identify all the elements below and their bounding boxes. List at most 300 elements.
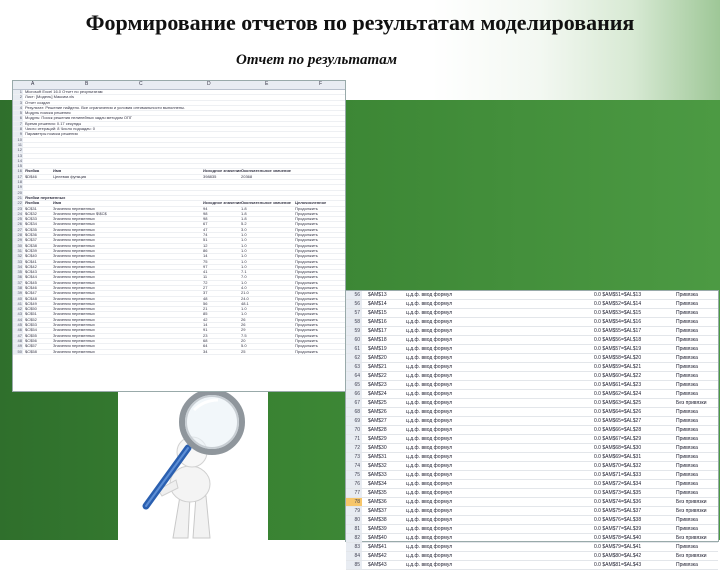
- cell-name: ц.д.ф. ввод формул: [406, 337, 453, 343]
- cell-formula: 0.0 $AM$78=$AL$40: [594, 535, 642, 541]
- vars-cell: 7.5: [241, 332, 247, 338]
- target-cell: $D$46: [25, 173, 37, 179]
- vars-cell: Значения переменных: [53, 237, 95, 243]
- cell-formula: 0.0 $AM$54=$AL$16: [594, 319, 642, 325]
- cell-name: ц.д.ф. ввод формул: [406, 517, 453, 523]
- vars-cell: Значения переменных: [53, 274, 95, 280]
- row-number: 78: [346, 498, 362, 506]
- cell-status: Привязка: [676, 490, 698, 496]
- vars-cell: 1.0: [241, 242, 247, 248]
- vars-cell: 1.0: [241, 232, 247, 238]
- constraint-row[interactable]: [346, 525, 718, 534]
- constraint-row[interactable]: [346, 363, 718, 372]
- vars-cell: 47: [203, 226, 208, 232]
- row-number: 5: [13, 111, 23, 115]
- vars-cell: 1.0: [241, 258, 247, 264]
- cell-ref: $AM$23: [368, 382, 387, 388]
- cell-name: ц.д.ф. ввод формул: [406, 355, 453, 361]
- cell-status: Без привязки: [676, 400, 707, 406]
- vars-cell: 1.8: [241, 205, 247, 211]
- vars-cell: Значения переменных: [53, 258, 95, 264]
- vars-cell: $C$36: [25, 232, 37, 238]
- row-number: 11: [13, 143, 23, 147]
- vars-cell: Значения переменных: [53, 253, 95, 259]
- cell-status: Привязка: [676, 337, 698, 343]
- row-number: 16: [13, 169, 23, 173]
- vars-cell: $C$58: [25, 348, 37, 354]
- constraint-row[interactable]: [346, 309, 718, 318]
- vars-cell: Значения переменных: [53, 216, 95, 222]
- cell-status: Привязка: [676, 544, 698, 550]
- vars-cell: Продолжить: [295, 337, 318, 343]
- vars-cell: Продолжить: [295, 226, 318, 232]
- cell-name: ц.д.ф. ввод формул: [406, 472, 453, 478]
- vars-cell: Продолжить: [295, 311, 318, 317]
- vars-cell: 56: [203, 300, 208, 306]
- vars-cell: $C$38: [25, 242, 37, 248]
- cell-status: Привязка: [676, 463, 698, 469]
- vars-cell: Продолжить: [295, 300, 318, 306]
- vars-header-cell: Ячейка: [25, 200, 40, 206]
- cell-status: Привязка: [676, 454, 698, 460]
- row-number: 85: [346, 561, 362, 569]
- vars-cell: $C$46: [25, 284, 37, 290]
- vars-cell: Продолжить: [295, 284, 318, 290]
- cell-ref: $AM$14: [368, 301, 387, 307]
- cell-ref: $AM$20: [368, 355, 387, 361]
- constraint-row[interactable]: [346, 318, 718, 327]
- vars-cell: 74: [203, 232, 208, 238]
- row-number: 17: [13, 175, 23, 179]
- column-header-f[interactable]: F: [319, 81, 323, 87]
- cell-name: ц.д.ф. ввод формул: [406, 292, 453, 298]
- vars-cell: Значения переменных: [53, 247, 95, 253]
- row-number: 8: [13, 127, 23, 131]
- cell-name: ц.д.ф. ввод формул: [406, 544, 453, 550]
- vars-cell: 26: [241, 322, 246, 328]
- vars-cell: Продолжить: [295, 263, 318, 269]
- row-number: 23: [13, 207, 23, 211]
- cell-name: ц.д.ф. ввод формул: [406, 535, 453, 541]
- row-number: 58: [346, 318, 362, 326]
- cell-status: Привязка: [676, 292, 698, 298]
- vars-cell: Продолжить: [295, 237, 318, 243]
- cell-formula: 0.0 $AM$59=$AL$21: [594, 364, 642, 370]
- row-number: 49: [13, 344, 23, 348]
- cell-formula: 0.0 $AM$53=$AL$15: [594, 310, 642, 316]
- target-cell: Целевая функция: [53, 173, 87, 179]
- constraint-row[interactable]: [346, 354, 718, 363]
- cell-name: ц.д.ф. ввод формул: [406, 301, 453, 307]
- cell-formula: 0.0 $AM$79=$AL$41: [594, 544, 642, 550]
- row-number: 76: [346, 480, 362, 488]
- row-number: 25: [13, 217, 23, 221]
- row-number: 72: [346, 444, 362, 452]
- vars-cell: 67: [203, 221, 208, 227]
- vars-cell: Значения переменных: [53, 290, 95, 296]
- vars-cell: Значения переменных: [53, 322, 95, 328]
- report-text: Время решения: 0.17 секунды: [25, 120, 82, 126]
- row-number: 57: [346, 309, 362, 317]
- vars-cell: Значения переменных: [53, 311, 95, 317]
- row-number: 44: [13, 318, 23, 322]
- vars-cell: 27: [203, 284, 208, 290]
- vars-cell: 97: [203, 263, 208, 269]
- row-number: 20: [13, 191, 23, 195]
- slide-subtitle: Отчет по результатам: [236, 52, 397, 68]
- cell-name: ц.д.ф. ввод формул: [406, 553, 453, 559]
- cell-name: ц.д.ф. ввод формул: [406, 310, 453, 316]
- vars-cell: Продолжить: [295, 205, 318, 211]
- vars-cell: 21.0: [241, 290, 249, 296]
- cell-status: Без привязки: [676, 535, 707, 541]
- constraint-row[interactable]: [346, 300, 718, 309]
- row-number: 70: [346, 426, 362, 434]
- cell-name: ц.д.ф. ввод формул: [406, 427, 453, 433]
- row-number: 30: [13, 244, 23, 248]
- vars-cell: $C$45: [25, 279, 37, 285]
- row-number: 77: [346, 489, 362, 497]
- report-text: Лист: [Модель] Максим.xls: [25, 94, 74, 100]
- cell-status: Без привязки: [676, 553, 707, 559]
- vars-cell: Значения переменных: [53, 284, 95, 290]
- column-header-d[interactable]: D: [207, 81, 211, 87]
- row-number: 73: [346, 453, 362, 461]
- cell-name: ц.д.ф. ввод формул: [406, 508, 453, 514]
- vars-cell: Продолжить: [295, 253, 318, 259]
- vars-cell: $C$31: [25, 205, 37, 211]
- vars-cell: 85: [203, 311, 208, 317]
- row-number: 47: [13, 334, 23, 338]
- constraint-row[interactable]: [346, 426, 718, 435]
- cell-formula: 0.0 $AM$74=$AL$36: [594, 499, 642, 505]
- vars-cell: Значения переменных: [53, 295, 95, 301]
- cell-formula: 0.0 $AM$68=$AL$30: [594, 445, 642, 451]
- row-number: 79: [346, 507, 362, 515]
- cell-ref: $AM$30: [368, 445, 387, 451]
- vars-cell: 86: [203, 247, 208, 253]
- row-number: 18: [13, 180, 23, 184]
- sheet2-rows: [346, 291, 718, 570]
- cell-status: Привязка: [676, 310, 698, 316]
- constraint-row[interactable]: [346, 471, 718, 480]
- row-number: 43: [13, 312, 23, 316]
- cell-status: Привязка: [676, 328, 698, 334]
- constraint-row[interactable]: [346, 291, 718, 300]
- cell-ref: $AM$25: [368, 400, 387, 406]
- report-text: Отчет создан: [25, 99, 50, 105]
- cell-ref: $AM$38: [368, 517, 387, 523]
- row-number: 42: [13, 307, 23, 311]
- row-number: 81: [346, 525, 362, 533]
- vars-cell: 1.0: [241, 237, 247, 243]
- cell-formula: 0.0 $AM$69=$AL$31: [594, 454, 642, 460]
- row-number: 9: [13, 132, 23, 136]
- vars-cell: $C$43: [25, 269, 37, 275]
- vars-cell: $C$32: [25, 210, 37, 216]
- vars-cell: 41: [203, 269, 208, 275]
- row-number: 36: [13, 275, 23, 279]
- cell-ref: $AM$35: [368, 490, 387, 496]
- vars-cell: Значения переменных: [53, 269, 95, 275]
- constraint-row[interactable]: [346, 345, 718, 354]
- cell-status: Привязка: [676, 301, 698, 307]
- cell-ref: $AM$33: [368, 472, 387, 478]
- vars-cell: Продолжить: [295, 269, 318, 275]
- cell-ref: $AM$19: [368, 346, 387, 352]
- row-number: 31: [13, 249, 23, 253]
- constraint-row[interactable]: [346, 390, 718, 399]
- row-number: 62: [346, 354, 362, 362]
- vars-cell: 94: [203, 205, 208, 211]
- vars-cell: 24.0: [241, 295, 249, 301]
- constraint-row[interactable]: [346, 435, 718, 444]
- vars-cell: 14: [203, 253, 208, 259]
- constraint-row[interactable]: [346, 489, 718, 498]
- constraint-row[interactable]: [346, 552, 718, 561]
- cell-status: Привязка: [676, 472, 698, 478]
- cell-status: Привязка: [676, 427, 698, 433]
- constraint-row[interactable]: [346, 336, 718, 345]
- cell-formula: 0.0 $AM$73=$AL$35: [594, 490, 642, 496]
- constraint-row[interactable]: [346, 399, 718, 408]
- column-header-b[interactable]: B: [85, 81, 89, 87]
- row-number: 29: [13, 238, 23, 242]
- row-number: 63: [346, 363, 362, 371]
- row-number: 33: [13, 260, 23, 264]
- vars-cell: Продолжить: [295, 216, 318, 222]
- vars-cell: Значения переменных: [53, 343, 95, 349]
- constraint-row[interactable]: [346, 498, 718, 507]
- cell-name: ц.д.ф. ввод формул: [406, 418, 453, 424]
- cell-name: ц.д.ф. ввод формул: [406, 364, 453, 370]
- row-number: 32: [13, 254, 23, 258]
- vars-cell: 1.0: [241, 279, 247, 285]
- column-header-a[interactable]: A: [31, 81, 35, 87]
- vars-cell: 75: [203, 258, 208, 264]
- vars-cell: 48: [203, 295, 208, 301]
- cell-status: Привязка: [676, 481, 698, 487]
- cell-status: Привязка: [676, 562, 698, 568]
- vars-cell: $C$34: [25, 221, 37, 227]
- vars-cell: 98: [203, 210, 208, 216]
- constraint-row[interactable]: [346, 444, 718, 453]
- vars-cell: $C$33: [25, 216, 37, 222]
- cell-ref: $AM$32: [368, 463, 387, 469]
- cell-name: ц.д.ф. ввод формул: [406, 490, 453, 496]
- vars-cell: Значения переменных: [53, 306, 95, 312]
- vars-cell: 68: [203, 337, 208, 343]
- vars-header-cell: Имя: [53, 200, 62, 206]
- vars-cell: 14: [203, 322, 208, 328]
- constraint-row[interactable]: [346, 417, 718, 426]
- cell-name: ц.д.ф. ввод формул: [406, 562, 453, 568]
- cell-formula: 0.0 $AM$80=$AL$42: [594, 553, 642, 559]
- constraint-row[interactable]: [346, 507, 718, 516]
- cell-ref: $AM$40: [368, 535, 387, 541]
- constraint-row[interactable]: [346, 453, 718, 462]
- cell-name: ц.д.ф. ввод формул: [406, 400, 453, 406]
- row-number: 83: [346, 543, 362, 551]
- sheet1-rows: [13, 90, 345, 355]
- constraint-row[interactable]: [346, 462, 718, 471]
- row-number: 19: [13, 185, 23, 189]
- cell-ref: $AM$27: [368, 418, 387, 424]
- cell-ref: $AM$34: [368, 481, 387, 487]
- cell-ref: $AM$21: [368, 364, 387, 370]
- row-number: 35: [13, 270, 23, 274]
- vars-cell: $C$44: [25, 274, 37, 280]
- vars-cell: 48.1: [241, 300, 249, 306]
- vars-cell: Значения переменных: [53, 316, 95, 322]
- row-number: 6: [13, 116, 23, 120]
- cell-formula: 0.0 $AM$70=$AL$32: [594, 463, 642, 469]
- vars-cell: 1.0: [241, 253, 247, 259]
- vars-row[interactable]: [13, 350, 345, 355]
- vars-cell: Продолжить: [295, 332, 318, 338]
- cell-ref: $AM$29: [368, 436, 387, 442]
- cell-ref: $AM$43: [368, 562, 387, 568]
- row-number: 21: [13, 196, 23, 200]
- vars-cell: Значения переменных: [53, 263, 95, 269]
- vars-header-cell: Окончательное значение: [241, 200, 292, 206]
- row-number: 48: [13, 339, 23, 343]
- row-number: 7: [13, 122, 23, 126]
- vars-cell: 20: [241, 337, 246, 343]
- vars-cell: $C$48: [25, 295, 37, 301]
- cell-ref: $AM$18: [368, 337, 387, 343]
- row-number: 22: [13, 201, 23, 205]
- cell-formula: 0.0 $AM$71=$AL$33: [594, 472, 642, 478]
- row-number: 1: [13, 90, 23, 94]
- cell-status: Привязка: [676, 409, 698, 415]
- cell-status: Привязка: [676, 355, 698, 361]
- cell-ref: $AM$17: [368, 328, 387, 334]
- row-number: 50: [13, 350, 23, 354]
- vars-cell: 21: [203, 306, 208, 312]
- row-number: 38: [13, 286, 23, 290]
- vars-cell: 1.0: [241, 311, 247, 317]
- vars-cell: Продолжить: [295, 279, 318, 285]
- cell-name: ц.д.ф. ввод формул: [406, 481, 453, 487]
- vars-cell: Продолжить: [295, 232, 318, 238]
- magnifying-glass-figure-icon: [118, 388, 268, 540]
- vars-cell: 7.0: [241, 274, 247, 280]
- row-number: 71: [346, 435, 362, 443]
- column-header-e[interactable]: E: [265, 81, 269, 87]
- row-number: 39: [13, 291, 23, 295]
- vars-cell: $C$52: [25, 316, 37, 322]
- constraint-row[interactable]: [346, 543, 718, 552]
- vars-cell: 72: [203, 279, 208, 285]
- cell-formula: 0.0 $AM$52=$AL$14: [594, 301, 642, 307]
- report-text: Модуль: Поиск решения нелинейных задач методом ОПГ: [25, 115, 132, 121]
- cell-formula: 0.0 $AM$58=$AL$20: [594, 355, 642, 361]
- vars-cell: Продолжить: [295, 322, 318, 328]
- vars-cell: 1.8: [241, 216, 247, 222]
- cell-name: ц.д.ф. ввод формул: [406, 436, 453, 442]
- cell-formula: 0.0 $AM$75=$AL$37: [594, 508, 642, 514]
- row-number: 27: [13, 228, 23, 232]
- vars-cell: 42: [203, 316, 208, 322]
- cell-formula: 0.0 $AM$60=$AL$22: [594, 373, 642, 379]
- vars-cell: 25: [241, 348, 246, 354]
- vars-cell: 91: [203, 327, 208, 333]
- row-number: 84: [346, 552, 362, 560]
- cell-formula: 0.0 $AM$67=$AL$29: [594, 436, 642, 442]
- vars-cell: Значения переменных $\$C$: [53, 210, 107, 216]
- row-number: 60: [346, 336, 362, 344]
- vars-cell: 26: [241, 316, 246, 322]
- cell-name: ц.д.ф. ввод формул: [406, 319, 453, 325]
- row-number: 56: [346, 291, 362, 299]
- vars-cell: $C$41: [25, 258, 37, 264]
- cell-ref: $AM$36: [368, 499, 387, 505]
- row-number: 24: [13, 212, 23, 216]
- vars-cell: 3.0: [241, 226, 247, 232]
- column-header-c[interactable]: C: [139, 81, 143, 87]
- constraint-row[interactable]: [346, 408, 718, 417]
- row-number: 59: [346, 327, 362, 335]
- target-header-cell: Ячейка: [25, 168, 40, 174]
- vars-cell: 11: [203, 274, 208, 280]
- vars-cell: $C$51: [25, 311, 37, 317]
- vars-cell: Продолжить: [295, 221, 318, 227]
- constraint-row[interactable]: [346, 372, 718, 381]
- cell-name: ц.д.ф. ввод формул: [406, 499, 453, 505]
- vars-cell: Продолжить: [295, 210, 318, 216]
- vars-cell: Продолжить: [295, 327, 318, 333]
- cell-name: ц.д.ф. ввод формул: [406, 373, 453, 379]
- vars-cell: $C$49: [25, 300, 37, 306]
- constraint-row[interactable]: [346, 381, 718, 390]
- constraint-row[interactable]: [346, 534, 718, 543]
- vars-cell: $C$56: [25, 337, 37, 343]
- report-text: Параметры поиска решения: [25, 131, 78, 137]
- vars-cell: Продолжить: [295, 343, 318, 349]
- constraint-row[interactable]: [346, 327, 718, 336]
- vars-cell: Значения переменных: [53, 348, 95, 354]
- constraint-row[interactable]: [346, 561, 718, 570]
- vars-cell: Значения переменных: [53, 300, 95, 306]
- cell-name: ц.д.ф. ввод формул: [406, 391, 453, 397]
- cell-status: Привязка: [676, 346, 698, 352]
- illustration-panel: [118, 388, 268, 540]
- cell-ref: $AM$22: [368, 373, 387, 379]
- row-number: 41: [13, 302, 23, 306]
- cell-status: Привязка: [676, 391, 698, 397]
- target-header-cell: Исходное значение: [203, 168, 242, 174]
- report-text: Microsoft Excel 16.0 Отчет по результатам: [25, 89, 103, 94]
- cell-status: Привязка: [676, 445, 698, 451]
- vars-cell: $C$50: [25, 306, 37, 312]
- cell-name: ц.д.ф. ввод формул: [406, 409, 453, 415]
- vars-cell: $C$35: [25, 226, 37, 232]
- target-cell: 20368: [241, 173, 253, 179]
- row-number: 82: [346, 534, 362, 542]
- row-number: 13: [13, 154, 23, 158]
- row-number: 34: [13, 265, 23, 269]
- constraint-row[interactable]: [346, 516, 718, 525]
- cell-ref: $AM$41: [368, 544, 387, 550]
- vars-cell: $C$39: [25, 247, 37, 253]
- vars-label: Ячейки переменных: [25, 194, 66, 200]
- row-number: 69: [346, 417, 362, 425]
- vars-cell: Продолжить: [295, 290, 318, 296]
- report-text: Результат: Решение найдено. Все ограничения и условия оптимальности выполнены.: [25, 104, 186, 110]
- vars-cell: 1.0: [241, 247, 247, 253]
- constraint-row[interactable]: [346, 480, 718, 489]
